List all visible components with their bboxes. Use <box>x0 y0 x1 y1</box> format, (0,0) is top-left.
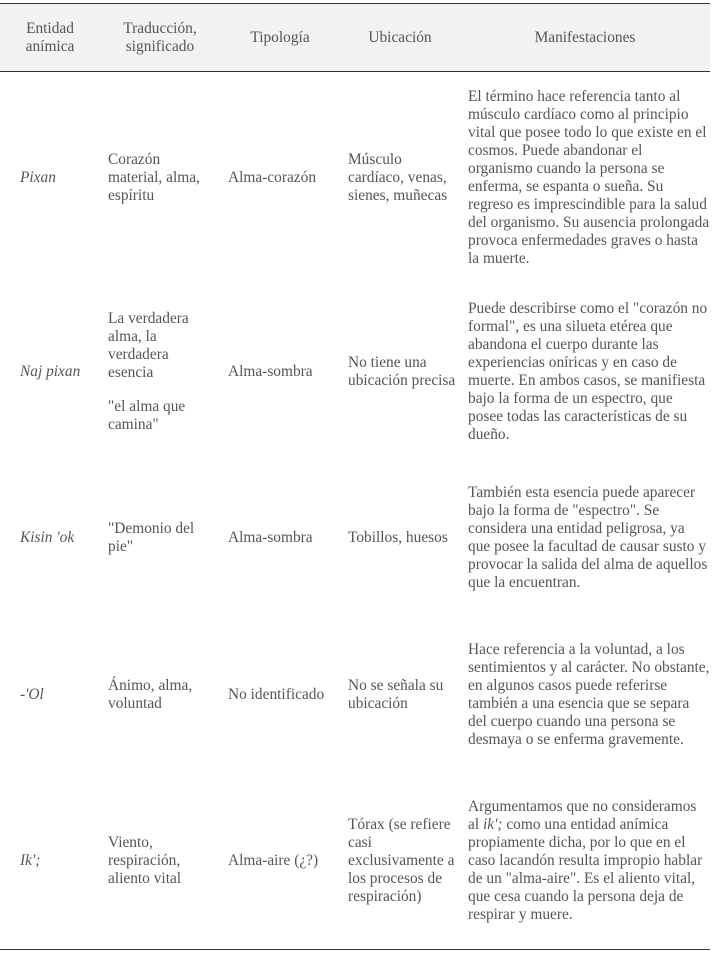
header-manifestations: Manifestaciones <box>534 28 636 46</box>
location-cell: No tiene una ubicación precisa <box>348 354 456 389</box>
manifestations-cell: El término hace referencia tanto al músculo cardíaco como al principio vital que posee todo lo que existe en el cosmos. Puede abandonar el organismo cuando la persona se enferma, se espanta o sueña. Su regreso es imprescindible para la salud del organismo. Su ausencia prolongada provoca enfermedades graves o hasta la muerte. <box>468 88 710 268</box>
location-cell: Tobillos, huesos <box>348 529 448 546</box>
translation-text: "Demonio del pie" <box>108 520 195 555</box>
translation-cell <box>100 460 220 617</box>
translation-cell <box>100 617 220 774</box>
table-row <box>0 460 710 617</box>
location-cell: No se señala su ubicación <box>348 677 444 712</box>
manifestations-cell: También esta esencia puede aparecer bajo la forma de "espectro". Se considera una entidad peligrosa, ya que posee la facultad de causar susto y provocar la salida del alma de aquellos que la encuentran. <box>468 484 708 591</box>
typology-cell: Alma-sombra <box>228 529 313 546</box>
table-row <box>0 72 710 285</box>
manifestations-cell: Hace referencia a la voluntad, a los sentimientos y al carácter. No obstante, en algunos casos puede referirse también a una esencia que se separa del cuerpo cuando una persona se desmaya o se enferma gravemente. <box>468 641 710 748</box>
typology-cell: No identificado <box>228 686 325 703</box>
translation-text: Viento, respiración, aliento vital <box>108 834 182 888</box>
souls-table <box>0 3 710 950</box>
table-row <box>0 617 710 774</box>
entity-cell: Kisin 'ok <box>20 529 75 546</box>
manifestations-cell: Puede describirse como el "corazón no formal", es una silueta etérea que abandona el cuerpo durante las experiencias oníricas y en caso de muerte. En ambos casos, se manifiesta bajo la forma de un espectro, que posee todas las características de su dueño. <box>468 300 708 443</box>
table-header <box>0 4 710 72</box>
translation-cell <box>100 774 220 950</box>
translation-cell <box>100 72 220 285</box>
header-row <box>0 4 710 72</box>
header-entity: Entidad anímica <box>25 19 75 55</box>
translation-cell <box>100 285 220 460</box>
entity-cell: Ik'; <box>20 852 41 870</box>
typology-cell: Alma-sombra <box>228 363 313 380</box>
table-row <box>0 285 710 460</box>
typology-cell: Alma-aire (¿?) <box>228 852 319 870</box>
entity-cell: -'Ol <box>20 686 44 703</box>
manifestations-text-before: Argumentamos que no consideramos al <box>468 798 697 834</box>
location-cell: Músculo cardíaco, venas, sienes, muñecas <box>348 151 448 205</box>
table-body <box>0 72 710 950</box>
typology-cell: Alma-corazón <box>228 169 317 187</box>
table-row <box>0 774 710 950</box>
header-typology: Tipología <box>250 28 310 46</box>
entity-cell: Naj pixan <box>20 363 81 380</box>
translation-text: Corazón material, alma, espíritu <box>108 151 200 205</box>
manifestations-text-after: como una entidad anímica propiamente dicha, por lo que en el caso lacandón resulta impropio hablar de un "alma-aire". Es el aliento vital, que cesa cuando la persona deja de respirar y muere. <box>468 816 703 924</box>
manifestations-cell <box>460 774 710 950</box>
translation-quote: "el alma que camina" <box>108 398 186 433</box>
translation-text: La verdadera alma, la verdadera esencia <box>108 310 189 381</box>
header-translation: Traducción, significado <box>123 19 197 55</box>
translation-text: Ánimo, alma, voluntad <box>108 677 193 712</box>
manifestations-term: ik'; <box>482 816 503 834</box>
souls-table-container <box>0 3 710 950</box>
entity-cell: Pixan <box>20 169 56 187</box>
location-cell: Tórax (se refiere casi exclusivamente a los procesos de respiración) <box>348 816 455 906</box>
header-location: Ubicación <box>368 28 432 46</box>
